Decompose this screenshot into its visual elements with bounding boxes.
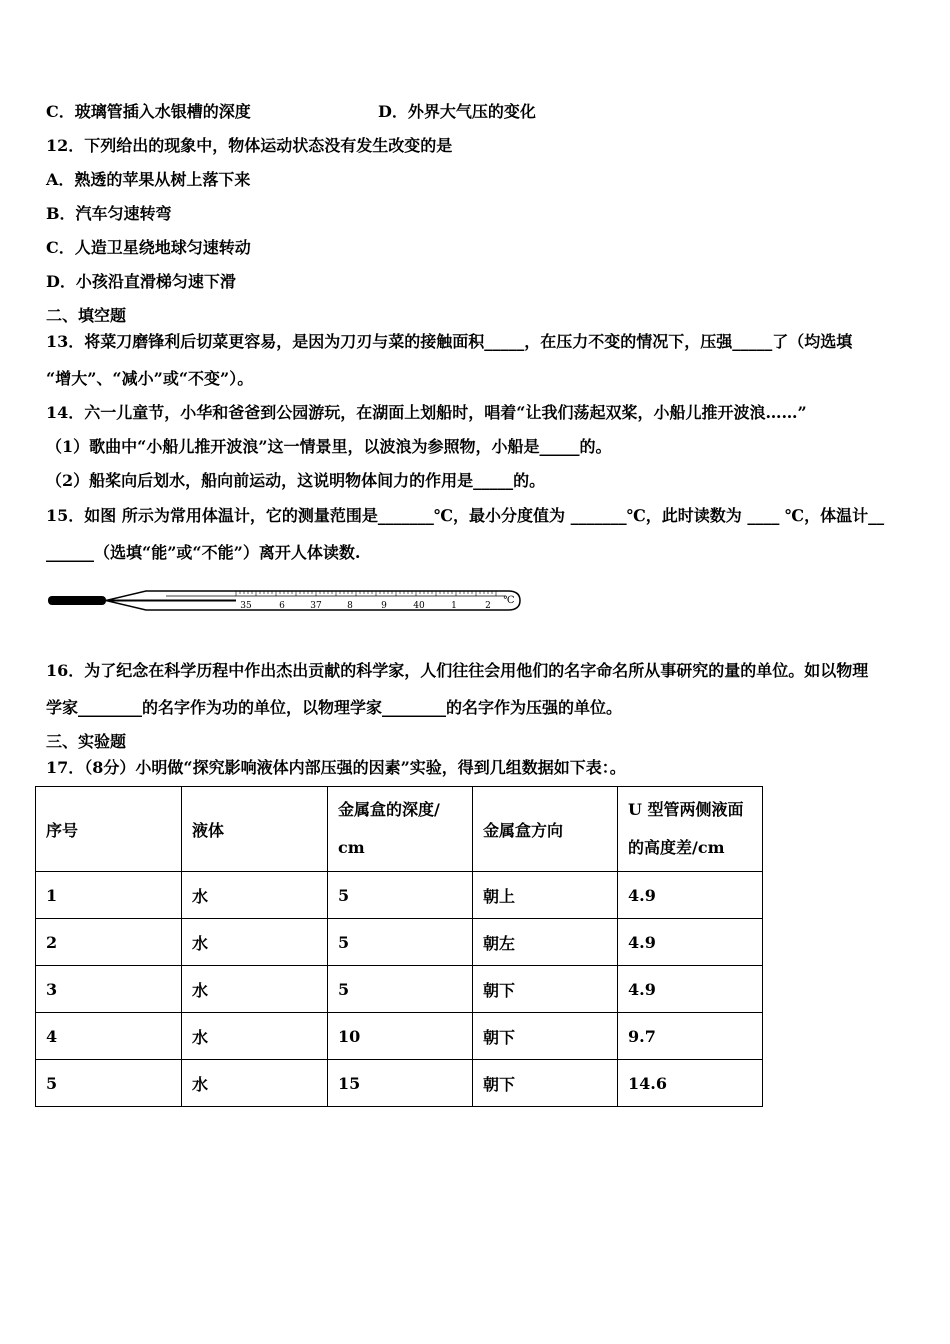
table-row [36, 1013, 763, 1060]
table-cell: 4.9 [618, 919, 763, 966]
table-cell: 朝上 [473, 872, 618, 919]
option-a: A．熟透的苹果从树上落下来 [46, 170, 251, 189]
table-cell: 朝下 [473, 1013, 618, 1060]
table-row [36, 872, 763, 919]
table-cell: 5 [328, 872, 473, 919]
scale-label: 9 [381, 601, 387, 611]
scale-label: 35 [240, 601, 252, 611]
table-cell: 14.6 [618, 1060, 763, 1107]
table-cell: 1 [36, 872, 182, 919]
table-cell: 水 [182, 966, 328, 1013]
table-cell: 朝下 [473, 966, 618, 1013]
question-17-stem: 17．（8分）小明做“探究影响液体内部压强的因素”实验，得到几组数据如下表：。 [46, 758, 626, 777]
table-header-cell: 液体 [182, 787, 328, 872]
table-cell: 2 [36, 919, 182, 966]
question-14-stem: 14．六一儿童节，小华和爸爸到公园游玩，在湖面上划船时，唱着“让我们荡起双桨，小船儿推开波浪……” [46, 403, 807, 422]
thermometer-bulb [48, 596, 106, 605]
table-cell: 10 [328, 1013, 473, 1060]
table-cell: 5 [36, 1060, 182, 1107]
table-cell: 4 [36, 1013, 182, 1060]
thermometer-figure [46, 584, 521, 614]
table-cell: 朝下 [473, 1060, 618, 1107]
table-cell: 9.7 [618, 1013, 763, 1060]
option-c: C．人造卫星绕地球匀速转动 [46, 238, 251, 257]
question-15-line2: ______（选填“能”或“不能”）离开人体读数. [46, 543, 361, 562]
question-16-line1: 16．为了纪念在科学历程中作出杰出贡献的科学家，人们往往会用他们的名字命名所从事研究的量的单位。如以物理 [46, 661, 869, 680]
scale-label: 1 [451, 601, 457, 611]
table-cell: 朝左 [473, 919, 618, 966]
question-16-line2: 学家________的名字作为功的单位，以物理学家________的名字作为压强的单位。 [46, 698, 623, 717]
question-13-line1: 13．将菜刀磨锋利后切菜更容易，是因为刀刃与菜的接触面积_____，在压力不变的情况下，压强_____了（均选填 [46, 332, 853, 351]
data-table [35, 786, 763, 1107]
table-cell: 水 [182, 919, 328, 966]
table-header-cell: 金属盒的深度/ cm [328, 787, 473, 872]
scale-label: 40 [413, 601, 425, 611]
table-row [36, 1060, 763, 1107]
table-row [36, 966, 763, 1013]
table-header-row [36, 787, 763, 872]
table-cell: 5 [328, 919, 473, 966]
table-cell: 3 [36, 966, 182, 1013]
table-header-cell: U 型管两侧液面 的高度差/cm [618, 787, 763, 872]
scale-label: 2 [485, 601, 491, 611]
table-cell: 15 [328, 1060, 473, 1107]
table-cell: 水 [182, 872, 328, 919]
scale-label: 37 [310, 601, 322, 611]
unit-label: ℃ [503, 595, 515, 606]
scale-label: 6 [279, 601, 285, 611]
table-header-cell: 金属盒方向 [473, 787, 618, 872]
option-b: B．汽车匀速转弯 [46, 204, 172, 223]
question-15-line1: 15．如图 所示为常用体温计，它的测量范围是_______℃，最小分度值为 _______℃，此时读数为 ____ ℃，体温计__ [46, 506, 885, 525]
scale-label: 8 [347, 601, 353, 611]
question-13-line2: “增大”、“减小”或“不变”）。 [46, 369, 254, 388]
option-d: D．外界大气压的变化 [378, 102, 536, 121]
section-title: 三、实验题 [46, 732, 127, 751]
table-cell: 水 [182, 1060, 328, 1107]
question-12-stem: 12．下列给出的现象中，物体运动状态没有发生改变的是 [46, 136, 453, 155]
table-cell: 5 [328, 966, 473, 1013]
table-cell: 4.9 [618, 966, 763, 1013]
question-14-part1: （1）歌曲中“小船儿推开波浪”这一情景里，以波浪为参照物，小船是_____的。 [46, 437, 612, 456]
table-header-cell: 序号 [36, 787, 182, 872]
option-c: C．玻璃管插入水银槽的深度 [46, 102, 251, 121]
question-14-part2: （2）船桨向后划水，船向前运动，这说明物体间力的作用是_____的。 [46, 471, 546, 490]
table-cell: 4.9 [618, 872, 763, 919]
section-title: 二、填空题 [46, 306, 127, 325]
table-row [36, 919, 763, 966]
option-d: D．小孩沿直滑梯匀速下滑 [46, 272, 236, 291]
table-cell: 水 [182, 1013, 328, 1060]
